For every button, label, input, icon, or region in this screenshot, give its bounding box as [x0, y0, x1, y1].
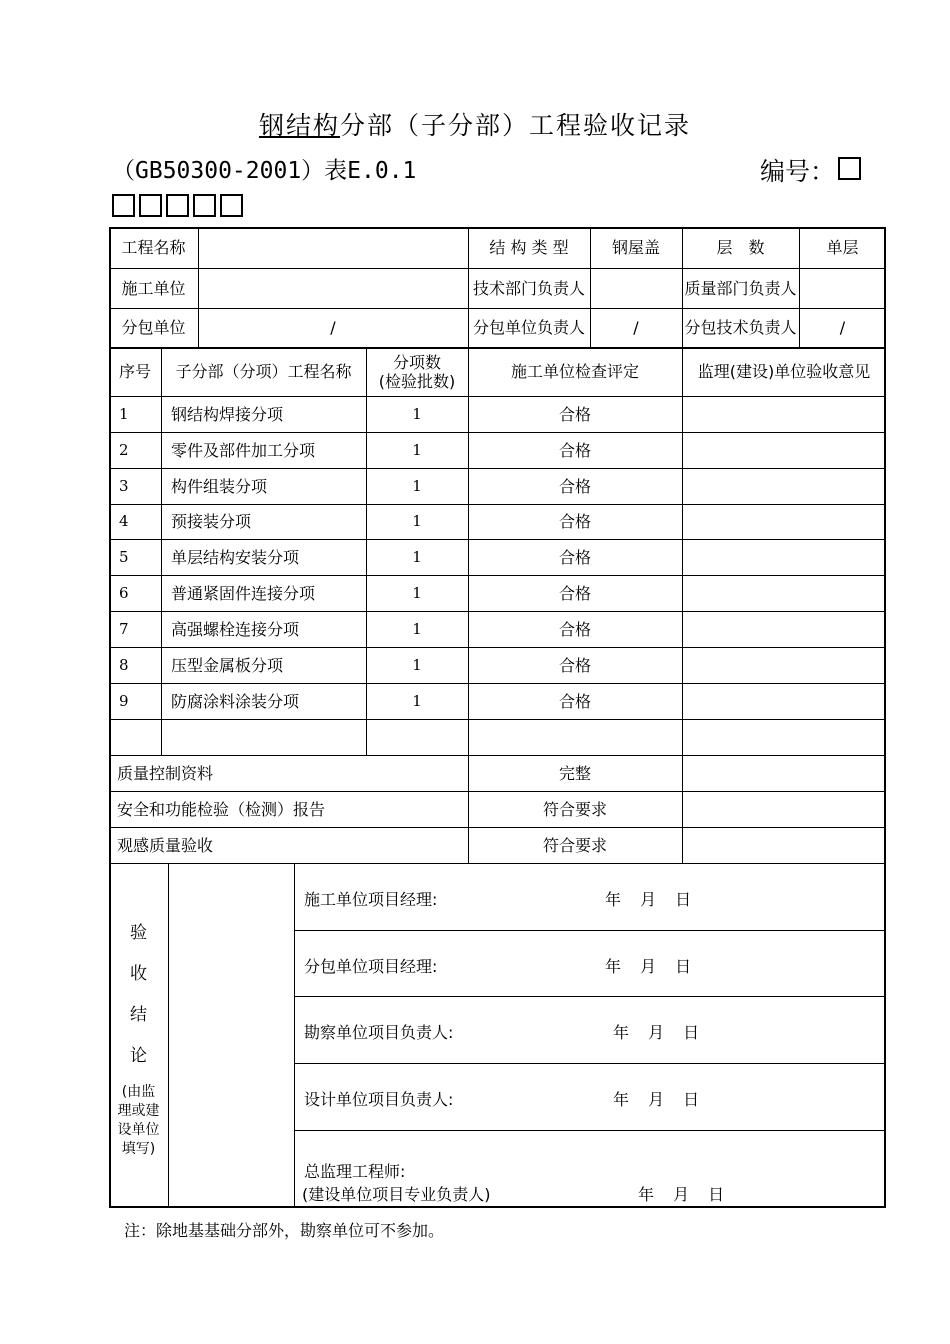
summary-label: 观感质量验收 [117, 835, 214, 855]
rule-v [168, 863, 169, 1208]
subcontractor-head-field[interactable]: / [633, 318, 639, 337]
row-seq: 6 [119, 583, 129, 602]
conclusion-note: (由监 理或建 设单位 填写) [117, 1083, 160, 1157]
row-name: 零件及部件加工分项 [171, 440, 316, 460]
sign-date[interactable]: 年 月 日 [605, 957, 692, 976]
sign-date[interactable]: 年 月 日 [613, 1090, 700, 1109]
row-seq: 7 [119, 619, 129, 638]
header-count: 分项数 (检验批数) [378, 352, 456, 391]
sign-date[interactable]: 年 月 日 [613, 1023, 700, 1042]
row-opinion[interactable] [682, 432, 886, 468]
structure-type-label: 结 构 类 型 [489, 238, 569, 257]
code-digit-box[interactable] [139, 194, 162, 217]
code-digit-box[interactable] [193, 194, 216, 217]
row-opinion[interactable] [682, 683, 886, 719]
rule [294, 996, 886, 997]
sign-label-survey-head: 勘察单位项目负责人: [304, 1023, 454, 1042]
code-boxes-first [838, 157, 865, 180]
code-digit-box[interactable] [166, 194, 189, 217]
row-eval[interactable]: 合格 [558, 583, 591, 603]
tech-dept-head-field[interactable] [590, 268, 682, 308]
row-eval[interactable]: 合格 [558, 547, 591, 567]
code-digit-box[interactable] [838, 157, 861, 180]
sign-date[interactable]: 年 月 日 [605, 890, 692, 909]
quality-dept-head-field[interactable] [799, 268, 886, 308]
rule [294, 1063, 886, 1064]
page-title: 钢结构分部（子分部）工程验收记录 [258, 111, 692, 140]
row-count: 1 [412, 583, 422, 602]
rule-v [294, 863, 295, 1208]
row-count: 1 [412, 547, 422, 566]
sign-label-subcontract-pm: 分包单位项目经理: [304, 957, 438, 976]
rule [109, 719, 886, 720]
row-count: 1 [412, 655, 422, 674]
row-count: 1 [412, 691, 422, 710]
row-eval[interactable]: 合格 [558, 476, 591, 496]
construction-unit-field[interactable] [198, 268, 468, 308]
acceptance-form [109, 227, 886, 1208]
subcontractor-tech-head-field[interactable]: / [839, 318, 846, 337]
subcontractor-tech-head-label: 分包技术负责人 [684, 318, 797, 337]
row-opinion[interactable] [682, 504, 886, 539]
structure-type-value[interactable]: 钢屋盖 [611, 238, 660, 257]
row-count: 1 [412, 512, 422, 530]
conclusion-label: 验 收 结 论 (由监 理或建 设单位 填写) [117, 922, 160, 1157]
rule [109, 863, 886, 864]
row-eval[interactable]: 合格 [558, 655, 591, 675]
row-name: 钢结构焊接分项 [171, 404, 284, 424]
header-eval: 施工单位检查评定 [510, 362, 639, 381]
subcontractor-field[interactable]: / [330, 318, 336, 337]
row-opinion[interactable] [682, 468, 886, 504]
row-name: 单层结构安装分项 [171, 547, 300, 567]
project-name-label: 工程名称 [121, 238, 186, 257]
row-eval[interactable]: 合格 [558, 440, 591, 460]
row-count: 1 [412, 404, 422, 423]
code-boxes-rest [112, 194, 247, 217]
row-name: 构件组装分项 [171, 476, 268, 496]
row-eval[interactable]: 合格 [558, 691, 591, 711]
tech-dept-head-label: 技术部门负责人 [472, 278, 585, 298]
row-seq: 5 [119, 547, 129, 566]
row-eval[interactable]: 合格 [558, 619, 591, 639]
code-digit-box[interactable] [112, 194, 135, 217]
footnote: 注：除地基基础分部外，勘察单位可不参加。 [124, 1221, 445, 1240]
summary-value[interactable]: 完整 [558, 763, 591, 783]
row-count: 1 [412, 476, 422, 495]
row-name: 预接装分项 [171, 512, 252, 531]
row-name: 防腐涂料涂装分项 [171, 691, 300, 711]
row-seq: 1 [119, 404, 129, 423]
row-eval[interactable]: 合格 [558, 512, 591, 531]
summary-value[interactable]: 符合要求 [542, 799, 607, 819]
row-seq: 3 [119, 476, 129, 495]
header-seq: 序号 [118, 362, 151, 381]
construction-unit-label: 施工单位 [121, 278, 186, 298]
subcontractor-label: 分包单位 [121, 318, 186, 337]
row-count: 1 [412, 440, 422, 459]
sign-label-design-head: 设计单位项目负责人: [304, 1090, 454, 1109]
summary-label: 质量控制资料 [117, 763, 214, 783]
summary-label: 安全和功能检验（检测）报告 [117, 799, 326, 819]
code-digit-box[interactable] [220, 194, 243, 217]
rule [294, 1130, 886, 1131]
row-seq: 9 [119, 691, 129, 710]
header-name: 子分部（分项）工程名称 [175, 362, 352, 381]
floors-value[interactable]: 单层 [826, 238, 859, 257]
row-name: 压型金属板分项 [171, 655, 284, 675]
row-opinion[interactable] [682, 611, 886, 647]
sign-date[interactable]: 年 月 日 [638, 1185, 725, 1204]
row-opinion[interactable] [682, 396, 886, 432]
border-bottom [109, 1206, 886, 1208]
standard-reference: （GB50300-2001）表E.0.1 [112, 158, 417, 184]
quality-dept-head-label: 质量部门负责人 [684, 278, 797, 298]
row-opinion[interactable] [682, 575, 886, 611]
row-count: 1 [412, 619, 422, 638]
summary-value[interactable]: 符合要求 [542, 835, 607, 855]
sign-label-owner-head: (建设单位项目专业负责人) [302, 1185, 491, 1204]
row-eval[interactable]: 合格 [558, 404, 591, 424]
row-seq: 4 [119, 512, 129, 530]
row-name: 高强螺栓连接分项 [171, 619, 300, 639]
row-opinion[interactable] [682, 647, 886, 683]
sign-label-construction-pm: 施工单位项目经理: [304, 890, 438, 909]
code-label: 编号： [760, 157, 836, 186]
project-name-field[interactable] [198, 227, 468, 268]
row-name: 普通紧固件连接分项 [171, 583, 316, 603]
floors-label: 层 数 [716, 238, 765, 257]
header-opinion: 监理(建设)单位验收意见 [697, 362, 871, 381]
subcontractor-head-label: 分包单位负责人 [472, 318, 585, 337]
sign-label-chief-supervisor: 总监理工程师: [304, 1162, 406, 1181]
row-seq: 8 [119, 655, 129, 674]
row-opinion[interactable] [682, 539, 886, 575]
rule [294, 930, 886, 931]
row-seq: 2 [119, 440, 129, 459]
